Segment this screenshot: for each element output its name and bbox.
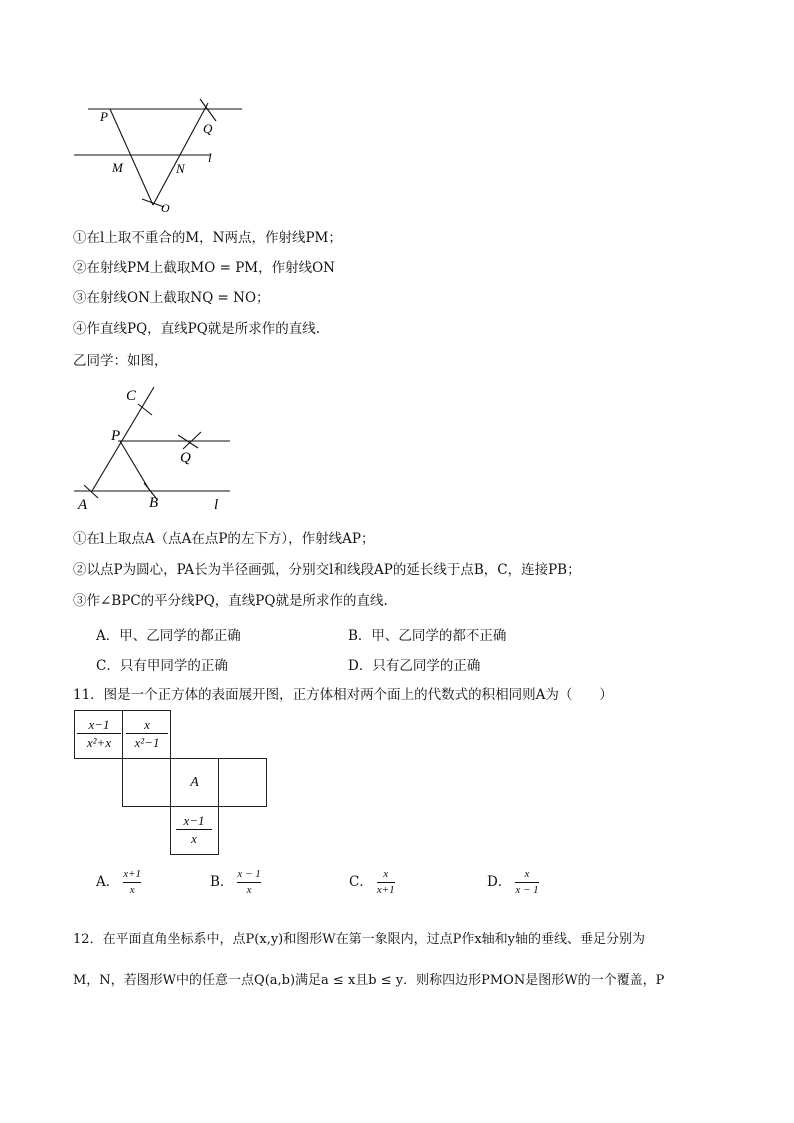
q11-option-a[interactable] — [96, 868, 141, 897]
denominator: x — [191, 831, 197, 846]
label-n: N — [176, 161, 185, 176]
label-b: B — [149, 495, 159, 511]
label-l: l — [208, 150, 212, 165]
label-q: Q — [203, 121, 213, 136]
numerator: x − 1 — [237, 868, 261, 880]
figure-jia — [70, 95, 250, 220]
net-fraction-1 — [77, 717, 121, 750]
fraction-bar — [126, 733, 168, 734]
fraction-bar — [377, 882, 395, 883]
option-label: D． — [487, 874, 512, 890]
ray-po — [110, 109, 153, 205]
jia-step-3: ③在射线ON上截取NQ = NO； — [73, 290, 270, 306]
numerator: x+1 — [123, 868, 142, 880]
numerator: x — [144, 717, 150, 732]
label-p: P — [111, 428, 121, 444]
q11-option-c[interactable] — [349, 868, 395, 897]
net-cell-5 — [218, 758, 267, 807]
figure-yi — [70, 382, 250, 517]
label-m: M — [112, 160, 123, 175]
net-fraction-2 — [126, 717, 168, 750]
fraction-bar — [176, 829, 212, 830]
denominator: x²−1 — [134, 735, 160, 750]
numerator: x−1 — [88, 717, 110, 732]
label-l: l — [214, 497, 219, 513]
numerator: x — [524, 868, 530, 880]
denominator: x — [246, 884, 252, 896]
arc-mark-q — [200, 99, 216, 121]
option-fraction — [377, 868, 395, 897]
fraction-bar — [515, 882, 538, 883]
yi-step-2: ②以点P为圆心，PA长为半径画弧，分别交l和线段AP的延长线于点B，C，连接PB； — [73, 562, 581, 578]
option-label: A． — [96, 874, 120, 890]
fraction-bar — [123, 882, 141, 883]
yi-step-1: ①在l上取点A（点A在点P的左下方），作射线AP； — [73, 531, 375, 547]
label-p: P — [100, 109, 108, 124]
q11-option-d[interactable] — [487, 868, 539, 897]
option-label: C． — [349, 874, 373, 890]
net-fraction-bottom — [176, 813, 212, 846]
q10-option-d[interactable]: D．只有乙同学的正确 — [348, 658, 481, 674]
option-fraction — [123, 868, 141, 897]
q11-stem: 11．图是一个正方体的表面展开图，正方体相对两个面上的代数式的积相同则A为（ ） — [73, 687, 613, 703]
label-a: A — [78, 497, 88, 513]
option-fraction — [237, 868, 260, 897]
jia-step-1: ①在l上取不重合的M，N两点，作射线PM； — [73, 230, 342, 246]
label-c: C — [126, 388, 137, 404]
denominator: x − 1 — [515, 884, 539, 896]
q11-option-b[interactable] — [210, 868, 261, 897]
denominator: x+1 — [376, 884, 395, 896]
denominator: x²+x — [86, 735, 112, 750]
q10-option-a[interactable]: A．甲、乙同学的都正确 — [96, 628, 241, 644]
label-q: Q — [180, 450, 191, 466]
option-label: B． — [210, 874, 234, 890]
q12-line-2: M，N，若图形W中的任意一点Q(a,b)满足a ≤ x且b ≤ y．则称四边形PMON是图形W的一个覆盖，P — [73, 973, 665, 988]
q10-option-c[interactable]: C．只有甲同学的正确 — [96, 658, 228, 674]
q10-option-b[interactable]: B．甲、乙同学的都不正确 — [348, 628, 507, 644]
q12-line-1: 12．在平面直角坐标系中，点P(x,y)和图形W在第一象限内，过点P作x轴和y轴的垂线、垂足分别为 — [73, 932, 646, 947]
yi-step-3: ③作∠BPC的平分线PQ，直线PQ就是所求作的直线. — [73, 593, 388, 609]
fraction-bar — [77, 733, 121, 734]
jia-step-2: ②在射线PM上截取MO = PM，作射线ON — [73, 260, 335, 276]
denominator: x — [129, 884, 135, 896]
net-cell-3 — [122, 758, 171, 807]
numerator: x — [383, 868, 389, 880]
segment-pb — [120, 441, 150, 491]
yi-intro: 乙同学：如图， — [73, 353, 168, 369]
label-o: O — [161, 201, 170, 215]
ray-oq — [153, 103, 208, 205]
net-label-a: A — [190, 775, 199, 790]
ray-ap — [92, 387, 154, 491]
fraction-bar — [237, 882, 260, 883]
numerator: x−1 — [183, 813, 205, 828]
option-fraction — [515, 868, 538, 897]
jia-step-4: ④作直线PQ，直线PQ就是所求作的直线. — [73, 321, 321, 337]
